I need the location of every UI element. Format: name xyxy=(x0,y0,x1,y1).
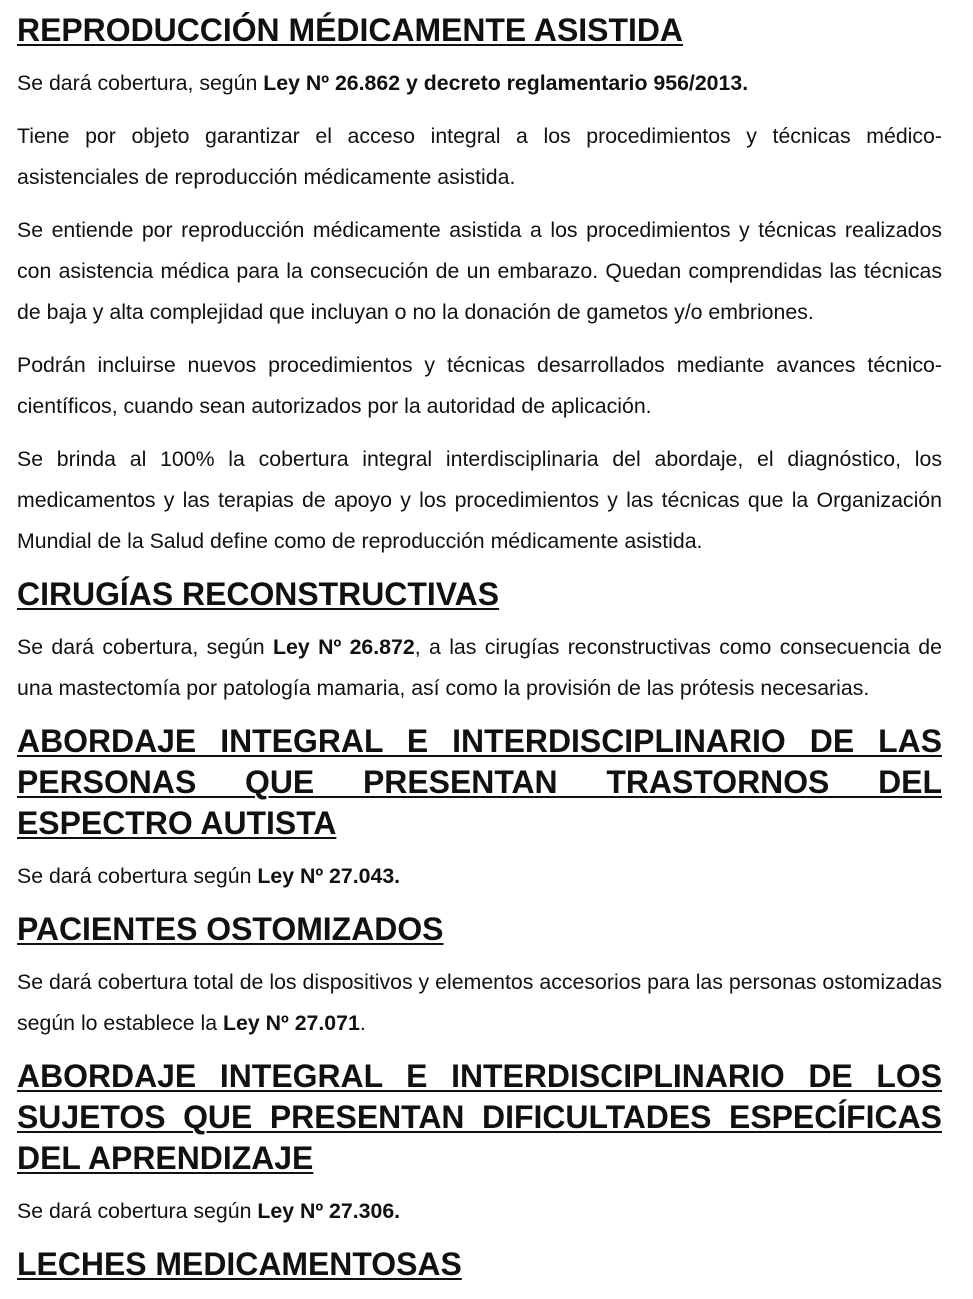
section-ostomizados xyxy=(17,909,942,1044)
law-reference: Ley Nº 27.043. xyxy=(257,864,401,888)
document-page xyxy=(17,10,942,1297)
paragraph: Se brinda al 100% la cobertura integral interdisciplinaria del abordaje, el diagnóstico, los medicamentos y las terapias de apoyo y los procedimientos y las técnicas que la Organización Mundial de la Salud define como de reproducción médicamente asistida. xyxy=(17,447,942,553)
paragraph: Podrán incluirse nuevos procedimientos y técnicas desarrollados mediante avances técnico- científicos, cuando sean autorizados por la autoridad de aplicación. xyxy=(17,353,942,418)
law-reference: Ley Nº 26.862 y decreto reglamentario 956/2013. xyxy=(263,71,749,95)
paragraph-text: . xyxy=(359,1011,366,1035)
law-reference: Ley Nº 26.872 xyxy=(273,635,415,659)
paragraph-text: , a las cirugías reconstructivas como consecuencia de una mastectomía por patología mamaria, así como la provisión de las prótesis necesarias. xyxy=(17,635,942,700)
paragraph xyxy=(17,627,942,709)
section-leches xyxy=(17,1244,942,1285)
paragraph xyxy=(17,856,942,897)
section-heading: REPRODUCCIÓN MÉDICAMENTE ASISTIDA xyxy=(17,12,683,48)
paragraph xyxy=(17,63,942,104)
law-reference: Ley Nº 27.071 xyxy=(223,1011,360,1035)
paragraph-text: Se dará cobertura según xyxy=(17,1199,258,1223)
law-reference: Ley Nº 27.306. xyxy=(257,1199,401,1223)
paragraph-text: Se dará cobertura, según xyxy=(17,71,264,95)
paragraph-text: Se dará cobertura según xyxy=(17,864,258,888)
paragraph: Tiene por objeto garantizar el acceso integral a los procedimientos y técnicas médico-asistenciales de reproducción médicamente asistida. xyxy=(17,124,942,189)
section-heading: LECHES MEDICAMENTOSAS xyxy=(17,1246,462,1282)
section-reproduccion xyxy=(17,10,942,562)
paragraph xyxy=(17,1191,942,1232)
section-cirugias xyxy=(17,574,942,709)
paragraph-text: Se dará cobertura, según xyxy=(17,635,274,659)
section-heading: ABORDAJE INTEGRAL E INTERDISCIPLINARIO DE LAS PERSONAS QUE PRESENTAN TRASTORNOS DEL ESPECTRO AUTISTA xyxy=(17,723,942,841)
section-heading: PACIENTES OSTOMIZADOS xyxy=(17,911,444,947)
paragraph-text: Se dará cobertura total de los dispositivos y elementos accesorios para las personas ostomizadas según lo establece la xyxy=(17,970,942,1035)
section-heading: ABORDAJE INTEGRAL E INTERDISCIPLINARIO DE LOS SUJETOS QUE PRESENTAN DIFICULTADES ESPECÍFICAS DEL APRENDIZAJE xyxy=(17,1058,942,1176)
section-autismo xyxy=(17,721,942,897)
section-heading: CIRUGÍAS RECONSTRUCTIVAS xyxy=(17,576,500,612)
paragraph: Se entiende por reproducción médicamente asistida a los procedimientos y técnicas realizados con asistencia médica para la consecución de un embarazo. Quedan comprendidas las técnicas de baja y alta complejidad que incluyan o no la donación de gametos y/o embriones. xyxy=(17,218,942,324)
section-aprendizaje xyxy=(17,1056,942,1232)
paragraph xyxy=(17,962,942,1044)
